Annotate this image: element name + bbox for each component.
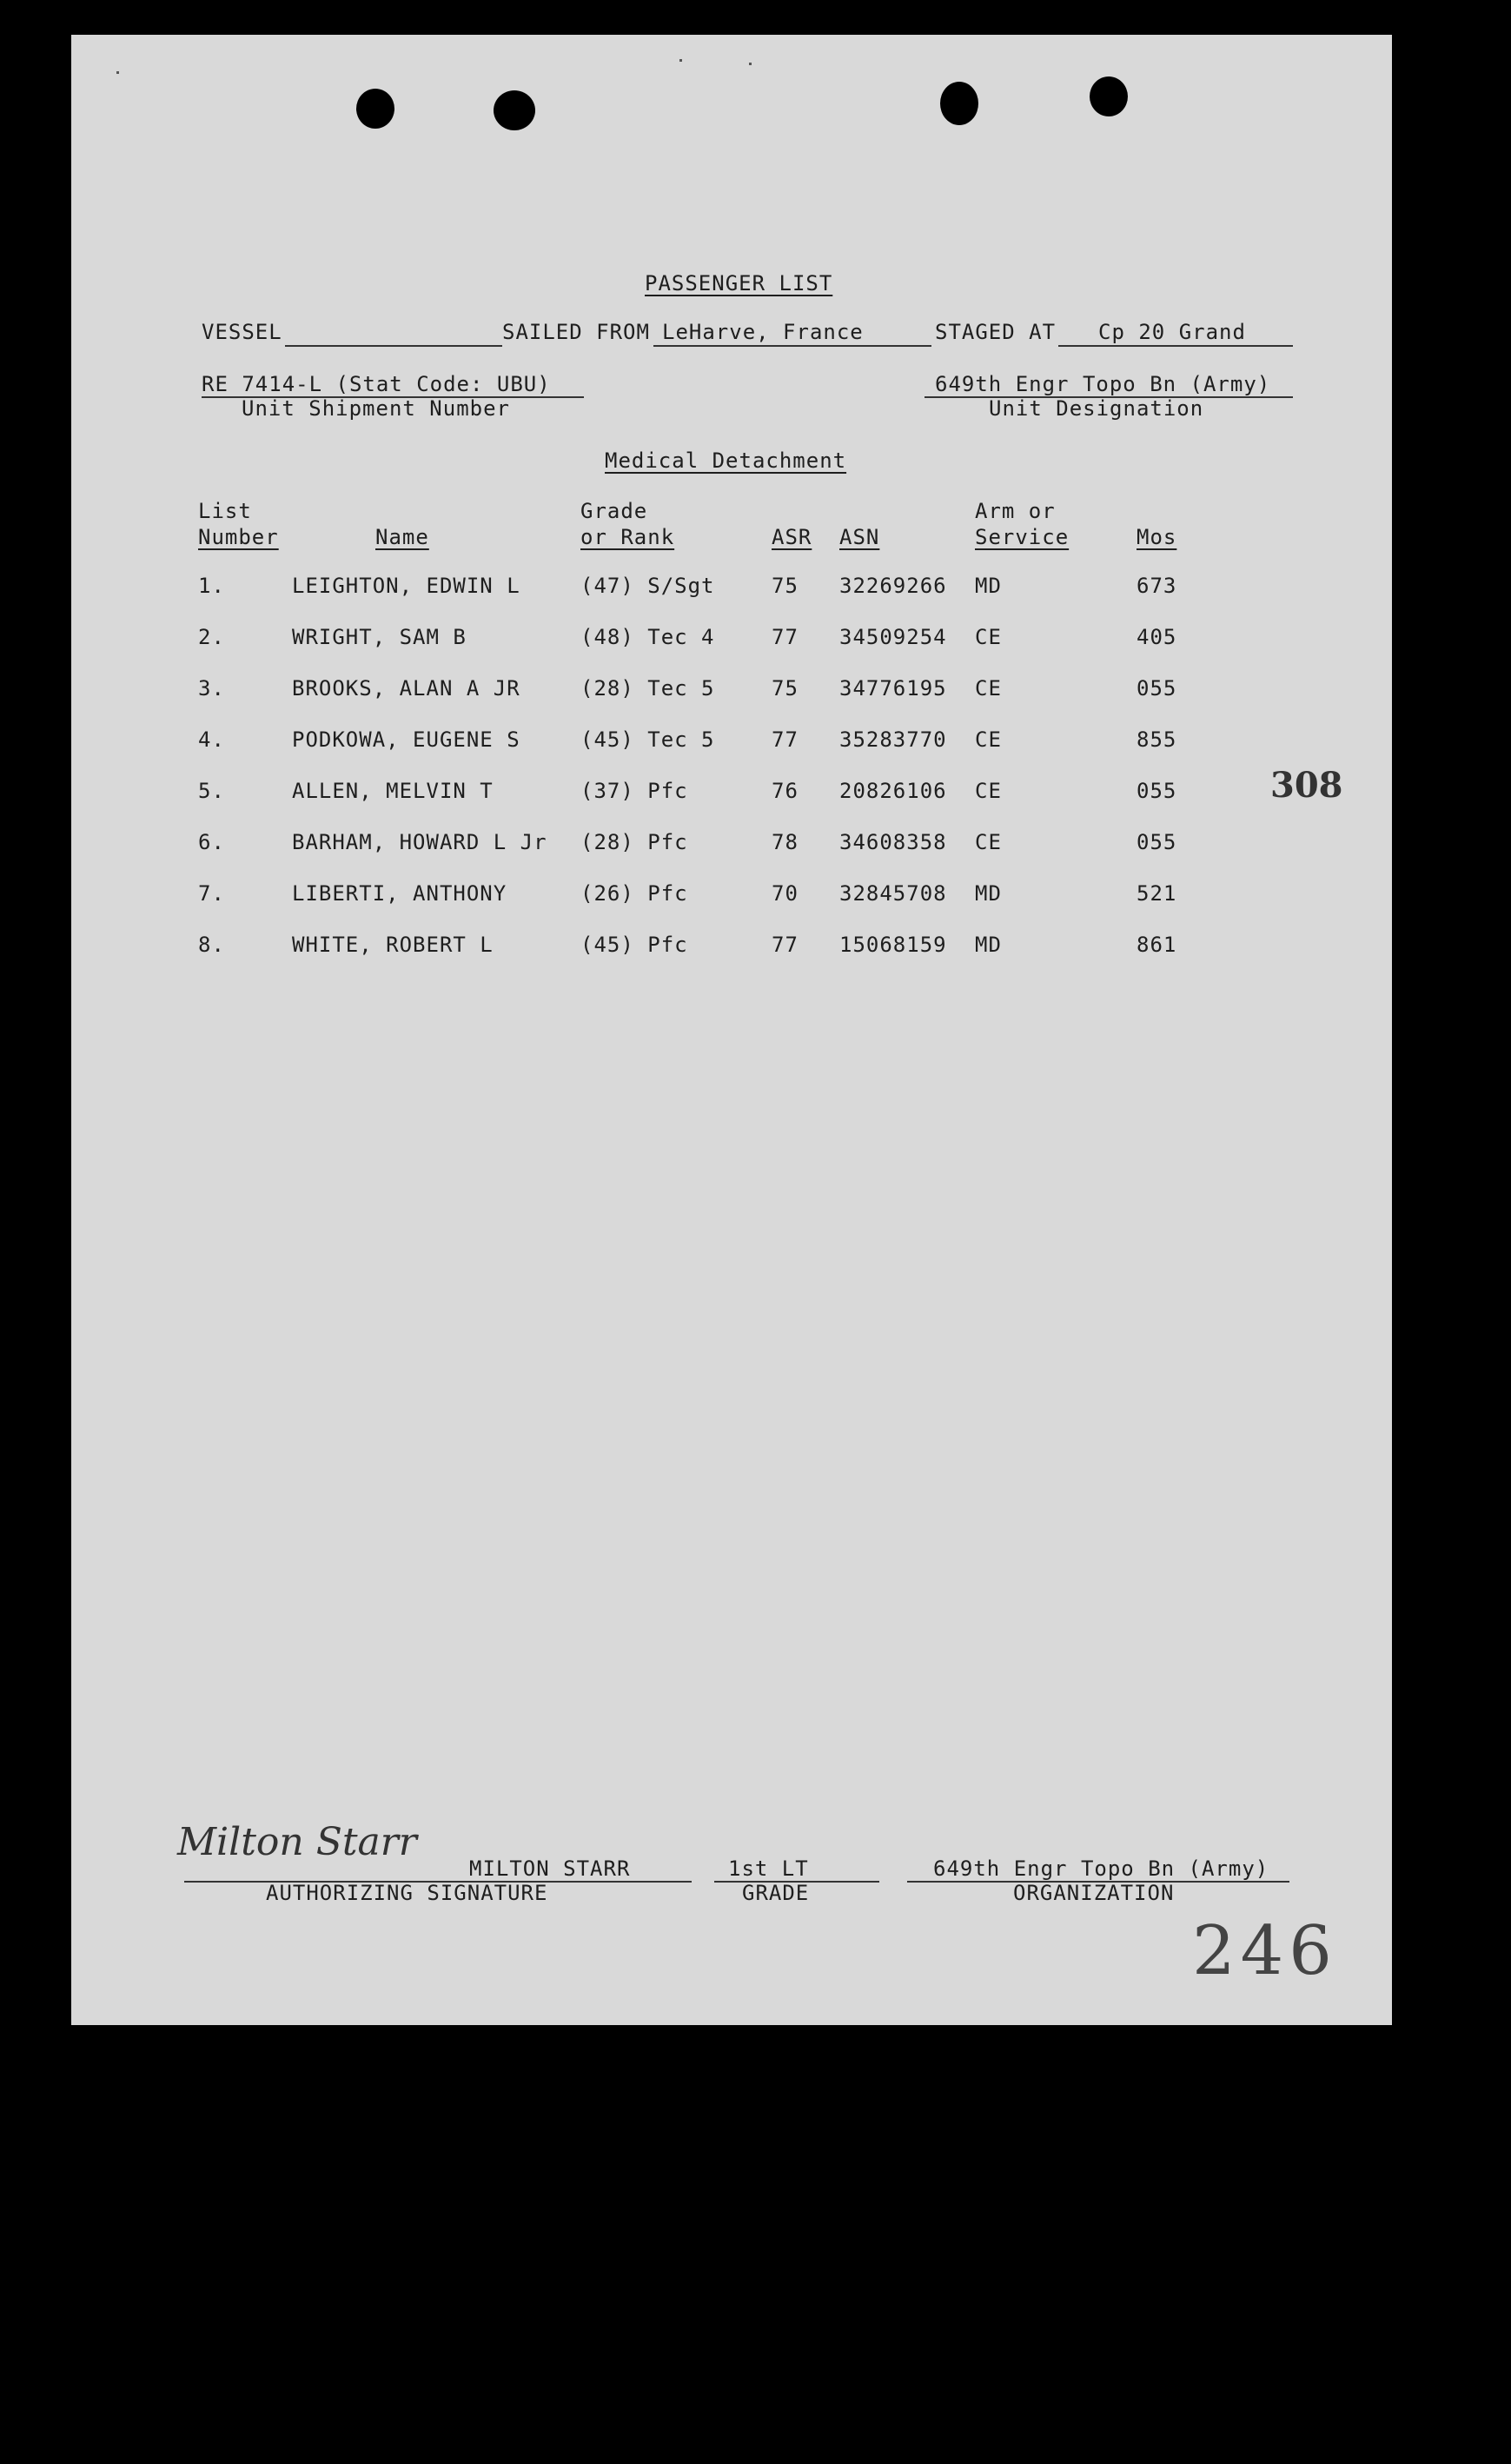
passenger-asr: 77: [772, 625, 799, 649]
passenger-name: ALLEN, MELVIN T: [292, 779, 494, 803]
passenger-asr: 70: [772, 881, 799, 906]
row-number: 6.: [198, 830, 225, 854]
row-number: 2.: [198, 625, 225, 649]
row-number: 5.: [198, 779, 225, 803]
section-title: Medical Detachment: [605, 448, 847, 473]
passenger-arm: MD: [975, 881, 1002, 906]
passenger-asr: 75: [772, 676, 799, 701]
passenger-grade: (45) Pfc: [580, 933, 688, 957]
passenger-asn: 34776195: [839, 676, 947, 701]
unit-shipment-number: RE 7414-L (Stat Code: UBU): [202, 372, 551, 396]
passenger-asr: 77: [772, 727, 799, 752]
row-number: 7.: [198, 881, 225, 906]
row-number: 1.: [198, 574, 225, 598]
header-number: Number: [198, 525, 279, 549]
passenger-mos: 055: [1137, 676, 1177, 701]
vessel-underline: [285, 345, 502, 347]
signer-name: MILTON STARR: [469, 1856, 631, 1881]
passenger-mos: 405: [1137, 625, 1177, 649]
header-service: Service: [975, 525, 1070, 549]
passenger-arm: CE: [975, 625, 1002, 649]
document-page: [71, 35, 1392, 2025]
header-arm: Arm or: [975, 499, 1056, 523]
header-asn: ASN: [839, 525, 880, 549]
passenger-arm: CE: [975, 676, 1002, 701]
header-grade: Grade: [580, 499, 648, 523]
passenger-mos: 861: [1137, 933, 1177, 957]
organization-value: 649th Engr Topo Bn (Army): [933, 1856, 1269, 1881]
header-asr: ASR: [772, 525, 812, 549]
passenger-grade: (28) Pfc: [580, 830, 688, 854]
passenger-grade: (47) S/Sgt: [580, 574, 715, 598]
speck: [749, 63, 752, 65]
passenger-name: WRIGHT, SAM B: [292, 625, 467, 649]
staged-at-value: Cp 20 Grand: [1098, 320, 1246, 344]
sailed-from-underline: [653, 345, 931, 347]
header-rank: or Rank: [580, 525, 675, 549]
passenger-asr: 76: [772, 779, 799, 803]
passenger-arm: MD: [975, 574, 1002, 598]
passenger-name: PODKOWA, EUGENE S: [292, 727, 520, 752]
passenger-name: WHITE, ROBERT L: [292, 933, 494, 957]
passenger-asn: 35283770: [839, 727, 947, 752]
header-list: List: [198, 499, 252, 523]
passenger-asr: 78: [772, 830, 799, 854]
row-number: 3.: [198, 676, 225, 701]
header-name: Name: [375, 525, 429, 549]
passenger-asn: 34509254: [839, 625, 947, 649]
handwritten-number: 246: [1192, 1912, 1337, 1990]
passenger-mos: 055: [1137, 830, 1177, 854]
passenger-asn: 34608358: [839, 830, 947, 854]
row-number: 4.: [198, 727, 225, 752]
speck: [116, 71, 119, 74]
handwritten-signature: Milton Starr: [177, 1820, 417, 1864]
sailed-from-value: LeHarve, France: [662, 320, 864, 344]
passenger-grade: (37) Pfc: [580, 779, 688, 803]
passenger-grade: (48) Tec 4: [580, 625, 715, 649]
speck: [679, 59, 682, 62]
page-stamp: 308: [1270, 765, 1343, 806]
unit-designation-label: Unit Designation: [989, 396, 1204, 421]
passenger-name: LEIGHTON, EDWIN L: [292, 574, 520, 598]
organization-label: ORGANIZATION: [1013, 1881, 1175, 1905]
staged-at-underline: [1058, 345, 1293, 347]
passenger-asn: 32845708: [839, 881, 947, 906]
row-number: 8.: [198, 933, 225, 957]
passenger-grade: (28) Tec 5: [580, 676, 715, 701]
passenger-arm: MD: [975, 933, 1002, 957]
passenger-asr: 75: [772, 574, 799, 598]
grade-label: GRADE: [742, 1881, 810, 1905]
passenger-arm: CE: [975, 830, 1002, 854]
passenger-arm: CE: [975, 727, 1002, 752]
unit-shipment-label: Unit Shipment Number: [242, 396, 510, 421]
unit-designation: 649th Engr Topo Bn (Army): [935, 372, 1271, 396]
punch-hole: [356, 89, 394, 129]
passenger-mos: 855: [1137, 727, 1177, 752]
page-title: PASSENGER LIST: [645, 271, 833, 296]
passenger-grade: (45) Tec 5: [580, 727, 715, 752]
punch-hole: [494, 90, 535, 130]
sailed-from-label: SAILED FROM: [502, 320, 650, 344]
header-mos: Mos: [1137, 525, 1177, 549]
passenger-mos: 055: [1137, 779, 1177, 803]
passenger-name: BARHAM, HOWARD L Jr: [292, 830, 547, 854]
punch-hole: [1090, 76, 1128, 116]
authorizing-label: AUTHORIZING SIGNATURE: [266, 1881, 548, 1905]
passenger-mos: 521: [1137, 881, 1177, 906]
passenger-asn: 15068159: [839, 933, 947, 957]
grade-value: 1st LT: [728, 1856, 809, 1881]
passenger-name: LIBERTI, ANTHONY: [292, 881, 507, 906]
punch-hole: [940, 82, 978, 125]
passenger-name: BROOKS, ALAN A JR: [292, 676, 520, 701]
passenger-asn: 32269266: [839, 574, 947, 598]
passenger-grade: (26) Pfc: [580, 881, 688, 906]
passenger-mos: 673: [1137, 574, 1177, 598]
vessel-label: VESSEL: [202, 320, 282, 344]
passenger-asn: 20826106: [839, 779, 947, 803]
passenger-arm: CE: [975, 779, 1002, 803]
passenger-asr: 77: [772, 933, 799, 957]
staged-at-label: STAGED AT: [935, 320, 1057, 344]
